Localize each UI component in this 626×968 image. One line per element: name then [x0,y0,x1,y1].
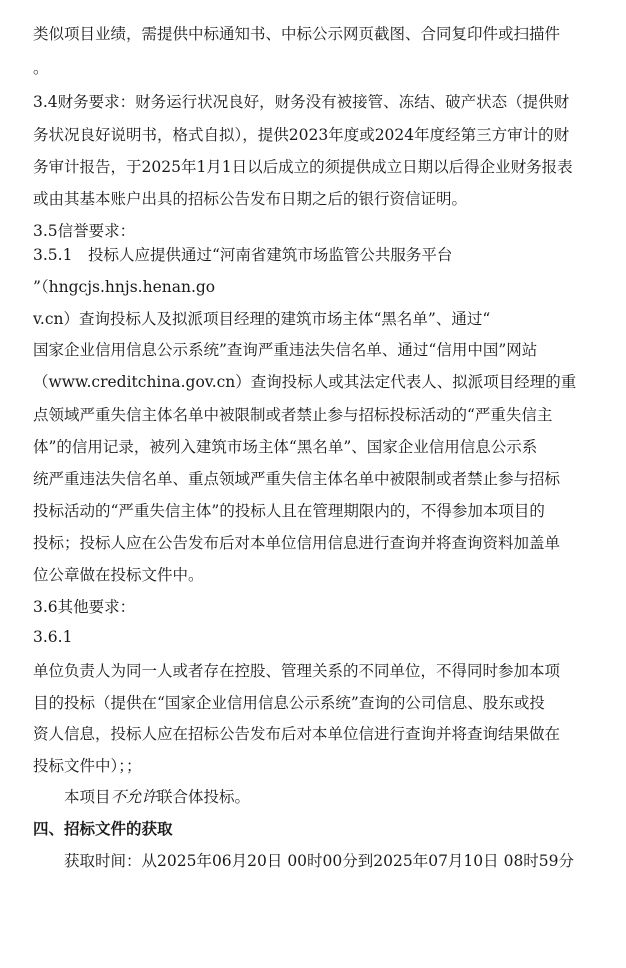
text-line: 3.4财务要求：财务运行状况良好，财务没有被接管、冻结、破产状态（提供财 [33,93,570,111]
handwritten-not-allowed: 不允许 [110,788,158,806]
text-line: 。 [33,59,49,77]
text-line: v.cn）查询投标人及拟派项目经理的建筑市场主体“黑名单”、通过“ [33,310,491,328]
acquisition-time: 获取时间：从2025年06月20日 00时00分到2025年07月10日 08时59分 [64,852,575,870]
consortium-line [64,786,626,808]
text-line: 务状况良好说明书，格式自拟），提供2023年度或2024年度经第三方审计的财 [33,126,570,144]
text-line: 投标活动的“严重失信主体”的投标人且在管理期限内的，不得参加本项目的 [33,502,545,520]
text-line: 目的投标（提供在“国家企业信用信息公示系统”查询的公司信息、股东或投 [33,694,545,712]
text-line: 3.5信誉要求： [33,222,136,240]
text-line: 资人信息，投标人应在招标公告发布后对本单位信进行查询并将查询结果做在 [33,725,561,743]
text-line: 类似项目业绩，需提供中标通知书、中标公示网页截图、合同复印件或扫描件 [33,25,561,43]
consortium-prefix: 本项目 [64,788,111,806]
text-line: 3.5.1 投标人应提供通过“河南省建筑市场监管公共服务平台 [33,246,453,264]
section-heading: 四、招标文件的获取 [33,820,173,838]
text-line: 体”的信用记录，被列入建筑市场主体“黑名单”、国家企业信用信息公示系 [33,438,538,456]
text-line: 国家企业信用信息公示系统”查询严重违法失信名单、通过“信用中国”网站 [33,341,538,359]
text-line: ”（hngcjs.hnjs.henan.go [33,278,216,296]
text-line: 投标；投标人应在公告发布后对本单位信用信息进行查询并将查询资料加盖单 [33,534,561,552]
text-line: 务审计报告，于2025年1月1日以后成立的须提供成立日期以后得企业财务报表 [33,158,573,176]
text-line: 单位负责人为同一人或者存在控股、管理关系的不同单位，不得同时参加本项 [33,662,561,680]
text-line: 3.6.1 [33,628,73,646]
text-line: （www.creditchina.gov.cn）查询投标人或其法定代表人、拟派项目经理的重 [33,373,577,391]
text-line: 投标文件中）；； [33,757,142,775]
consortium-suffix: 联合体投标。 [157,788,251,806]
text-line: 点领域严重失信主体名单中被限制或者禁止参与招标投标活动的“严重失信主 [33,406,553,424]
text-line: 或由其基本账户出具的招标公告发布日期之后的银行资信证明。 [33,190,468,208]
text-line: 统严重违法失信名单、重点领域严重失信主体名单中被限制或者禁止参与招标 [33,470,561,488]
text-line: 位公章做在投标文件中。 [33,566,204,584]
text-line: 3.6其他要求： [33,598,136,616]
